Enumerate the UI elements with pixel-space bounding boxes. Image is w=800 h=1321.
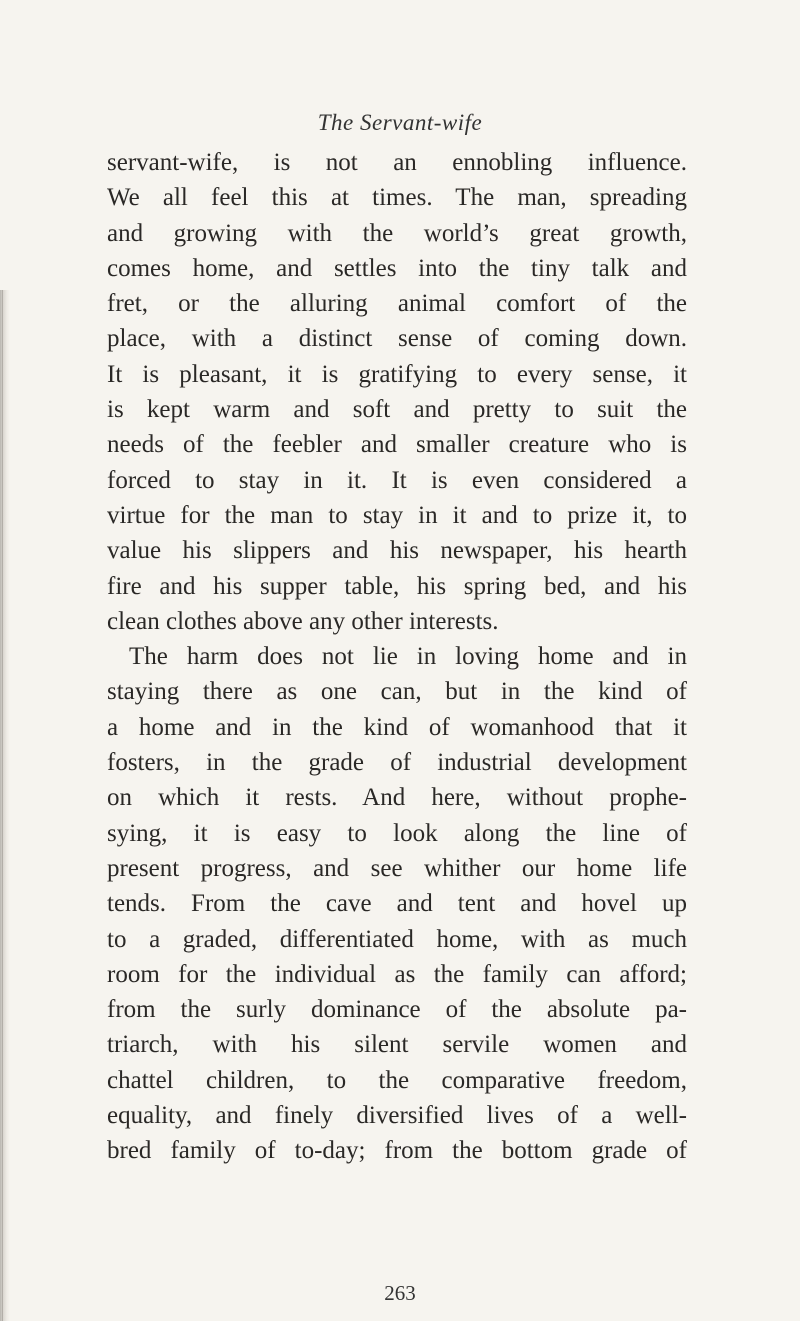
text-line: virtue for the man to stay in it and to prize it, to — [107, 501, 687, 529]
text-line: equality, and finely diversified lives of a well- — [107, 1102, 687, 1130]
text-line: sying, it is easy to look along the line of — [107, 819, 687, 847]
page-number: 263 — [384, 1281, 416, 1305]
text-line: bred family of to-day; from the bottom grade of — [107, 1137, 687, 1165]
text-line: forced to stay in it. It is even considered a — [107, 466, 687, 494]
text-line: comes home, and settles into the tiny talk and — [107, 254, 687, 282]
text-line: clean clothes above any other interests. — [107, 607, 499, 635]
text-line: The harm does not lie in loving home and in — [129, 643, 687, 671]
text-line: and growing with the world’s great growth, — [107, 219, 687, 247]
text-line: fret, or the alluring animal comfort of the — [107, 290, 687, 318]
text-line: We all feel this at times. The man, spreading — [107, 184, 687, 212]
binding-shadow — [0, 290, 10, 1321]
text-line: tends. From the cave and tent and hovel up — [107, 890, 687, 918]
text-line: place, with a distinct sense of coming down. — [107, 325, 687, 353]
text-line: fosters, in the grade of industrial development — [107, 749, 687, 777]
text-line: from the surly dominance of the absolute pa- — [107, 996, 687, 1024]
text-line: to a graded, differentiated home, with as much — [107, 925, 687, 953]
text-line: needs of the feebler and smaller creature who is — [107, 431, 687, 459]
text-line: room for the individual as the family can afford; — [107, 960, 687, 988]
text-line: staying there as one can, but in the kind of — [107, 678, 687, 706]
text-line: It is pleasant, it is gratifying to every sense, it — [107, 360, 687, 388]
text-line: a home and in the kind of womanhood that it — [107, 713, 687, 741]
text-line: is kept warm and soft and pretty to suit the — [107, 396, 687, 424]
text-line: servant-wife, is not an ennobling influence. — [107, 149, 687, 176]
text-line: triarch, with his silent servile women and — [107, 1031, 687, 1059]
body-text — [107, 145, 687, 1169]
running-head: The Servant-wife — [317, 110, 483, 135]
text-line: chattel children, to the comparative freedom, — [107, 1066, 687, 1094]
text-line: present progress, and see whither our home life — [107, 854, 687, 882]
text-line: on which it rests. And here, without prophe- — [107, 784, 687, 812]
text-line: fire and his supper table, his spring bed, and his — [107, 572, 687, 600]
text-line: value his slippers and his newspaper, his hearth — [107, 537, 687, 565]
